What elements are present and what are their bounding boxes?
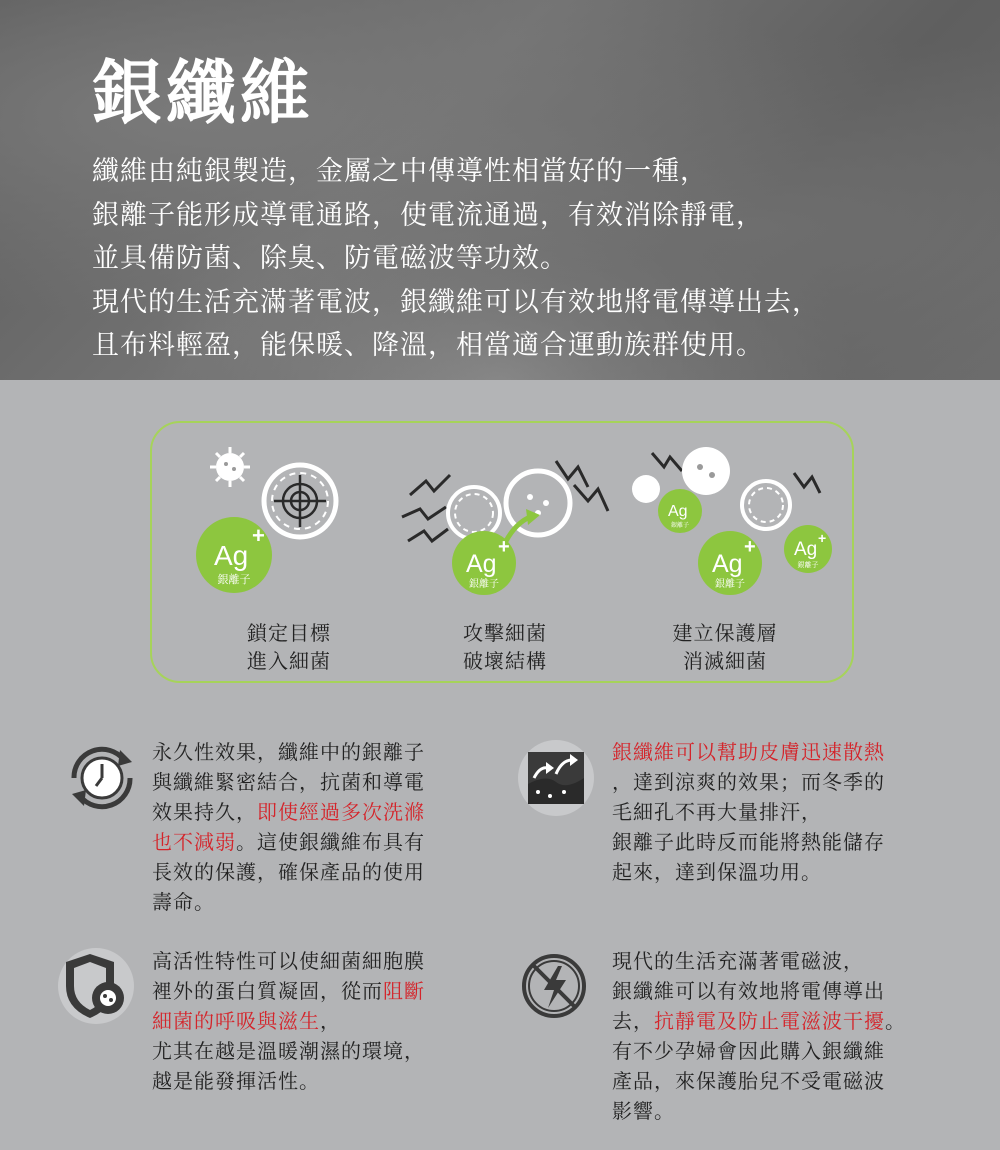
body-text: ， (320, 1009, 341, 1033)
small-silver-ion-icon (658, 489, 702, 533)
feature-line (612, 767, 885, 797)
body-text: 現代的生活充滿著電磁波， (612, 949, 864, 973)
feature-line (612, 1096, 906, 1126)
step-caption-line: 攻擊細菌 (463, 621, 547, 645)
highlight-text: 阻斷 (383, 979, 425, 1003)
feature-line (612, 946, 906, 976)
svg-text:+: + (252, 523, 265, 548)
body-text: 裡外的蛋白質凝固，從而 (152, 979, 383, 1003)
body-text: 產品，來保護胎兒不受電磁波 (612, 1069, 885, 1093)
body-text: 毛細孔不再大量排汗， (612, 800, 822, 824)
feature-line (152, 737, 425, 767)
small-bacteria-icon (632, 475, 660, 503)
feature-line (152, 946, 425, 976)
bacteria-icon (682, 447, 730, 495)
feature-line (612, 1066, 906, 1096)
highlight-text: 細菌的呼吸與滋生 (152, 1009, 320, 1033)
feature-line (152, 797, 425, 827)
feature-line (612, 1006, 906, 1036)
body-text: ，達到涼爽的效果；而冬季的 (612, 770, 885, 794)
clock-cycle-icon (62, 738, 142, 818)
feature-line (152, 857, 425, 887)
bacteria-icon (448, 487, 500, 539)
silver-ion-icon (196, 517, 272, 593)
feature-line (152, 767, 425, 797)
ion-label: 銀離子 (469, 579, 499, 590)
step-lock-target (172, 423, 406, 685)
step-protective-layer (608, 423, 842, 685)
body-text: 尤其在越是溫暖潮濕的環境， (152, 1039, 425, 1063)
feature-line (152, 1066, 425, 1096)
feature-line (152, 1036, 425, 1066)
feature-line (152, 976, 425, 1006)
feature-line (612, 737, 885, 767)
ion-label: 銀離子 (670, 522, 690, 529)
body-text: 銀纖維可以有效地將電傳導出 (612, 979, 885, 1003)
feature-line (612, 827, 885, 857)
body-text: 壽命。 (152, 890, 215, 914)
feature-thermal-text (612, 737, 885, 887)
hero-description (92, 150, 972, 368)
body-text: 有不少孕婦會因此購入銀纖維 (612, 1039, 885, 1063)
hero-banner (0, 0, 1000, 380)
step-caption-line: 破壞結構 (463, 649, 547, 673)
small-silver-ion-icon (784, 525, 832, 573)
svg-text:Ag: Ag (668, 503, 688, 520)
svg-text:Ag: Ag (794, 539, 818, 560)
body-text: 永久性效果，纖維中的銀離子 (152, 740, 425, 764)
shield-bacteria-icon (56, 946, 136, 1026)
page-title: 銀纖維 (92, 51, 314, 134)
highlight-text: 抗靜電及防止電滋波干擾 (654, 1009, 885, 1033)
step-attack-bacteria (388, 423, 622, 685)
hero-line: 且布料輕盈，能保暖、降溫，相當適合運動族群使用。 (92, 330, 764, 361)
body-text: 。這使銀纖維布具有 (236, 830, 425, 854)
svg-text:+: + (818, 530, 827, 546)
body-text: 長效的保護，確保產品的使用 (152, 860, 425, 884)
target-crosshair-icon (274, 475, 326, 527)
feature-durability-text (152, 737, 425, 917)
step-caption (608, 619, 842, 675)
body-text: 銀離子此時反而能將熱能儲存 (612, 830, 885, 854)
feature-line (612, 1036, 906, 1066)
hero-line: 銀離子能形成導電通路，使電流通過，有效消除靜電， (92, 199, 764, 231)
body-text: 。 (885, 1009, 906, 1033)
highlight-text: 銀纖維可以幫助皮膚迅速散熱 (612, 740, 885, 764)
feature-line (152, 827, 425, 857)
svg-text:Ag: Ag (712, 550, 743, 578)
highlight-text: 即使經過多次洗滌 (257, 800, 425, 824)
feature-antibacterial-text (152, 946, 425, 1096)
highlight-text: 也不減弱 (152, 830, 236, 854)
skin-heat-icon (516, 738, 596, 818)
step-caption-line: 鎖定目標 (247, 621, 331, 645)
svg-text:+: + (498, 536, 510, 558)
step-caption-line: 進入細菌 (247, 649, 331, 673)
ion-label: 銀離子 (217, 573, 251, 586)
body-text: 去， (612, 1009, 654, 1033)
body-text: 效果持久， (152, 800, 257, 824)
body-text: 起來，達到保溫功用。 (612, 860, 822, 884)
body-text: 影響。 (612, 1099, 675, 1123)
feature-line (152, 887, 425, 917)
svg-text:+: + (744, 536, 756, 558)
ion-label: 銀離子 (715, 579, 745, 590)
bacteria-icon (742, 481, 790, 529)
feature-line (612, 797, 885, 827)
svg-text:Ag: Ag (214, 540, 249, 571)
body-text: 越是能發揮活性。 (152, 1069, 320, 1093)
step-attack-illustration (388, 423, 622, 619)
process-panel (150, 421, 854, 683)
hero-line: 纖維由純銀製造，金屬之中傳導性相當好的一種， (92, 156, 708, 187)
step-lock-target-illustration (172, 423, 406, 619)
step-caption (172, 619, 406, 675)
body-text: 高活性特性可以使細菌細胞膜 (152, 949, 425, 973)
feature-line (612, 976, 906, 1006)
lightning-icon (652, 453, 820, 493)
silver-ion-icon (698, 531, 762, 595)
feature-line (152, 1006, 425, 1036)
step-caption-line: 建立保護層 (672, 621, 778, 645)
body-text: 與纖維緊密結合，抗菌和導電 (152, 770, 425, 794)
feature-antistatic-text (612, 946, 906, 1126)
hero-line: 現代的生活充滿著電波，銀纖維可以有效地將電傳導出去， (92, 286, 820, 318)
no-lightning-icon (514, 946, 594, 1026)
step-caption-line: 消滅細菌 (683, 649, 767, 673)
feature-line (612, 857, 885, 887)
step-caption (388, 619, 622, 675)
step-protective-illustration (608, 423, 842, 619)
svg-text:Ag: Ag (466, 550, 497, 578)
ion-label: 銀離子 (797, 561, 819, 569)
hero-line: 並具備防菌、除臭、防電磁波等功效。 (92, 243, 568, 274)
small-bacteria-icon (210, 447, 250, 487)
